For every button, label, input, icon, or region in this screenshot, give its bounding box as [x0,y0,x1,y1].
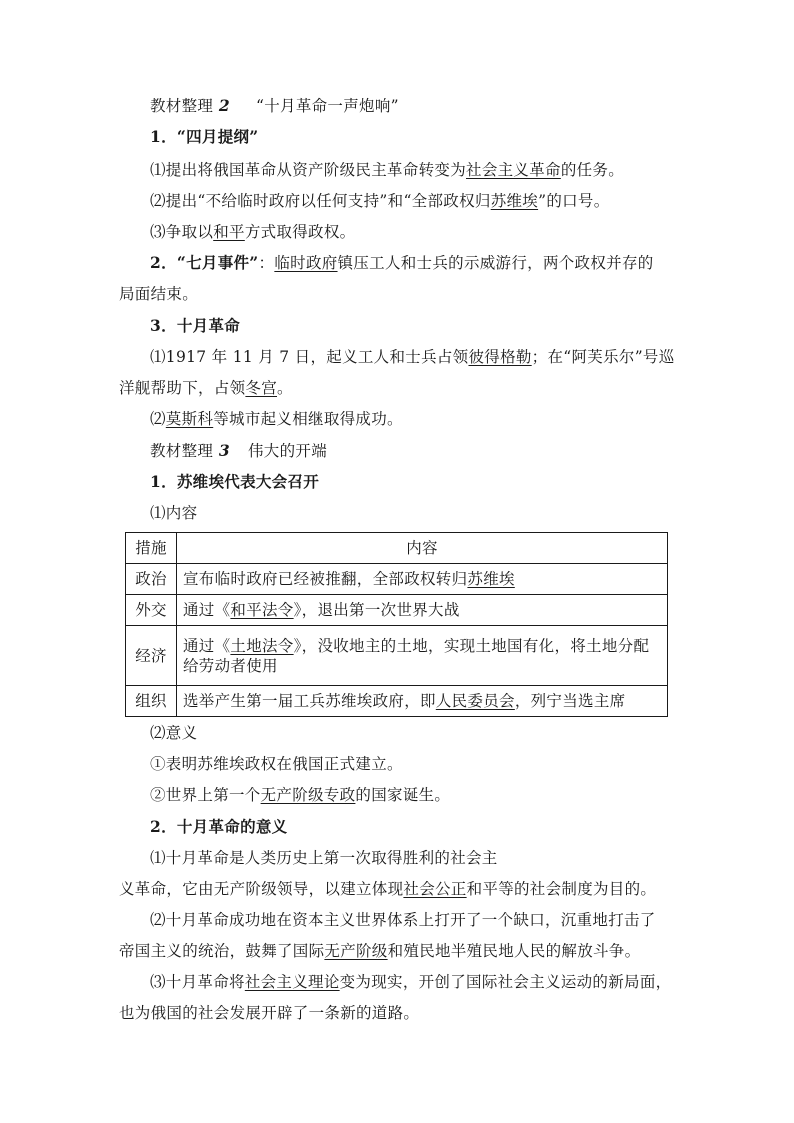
table-row [126,564,668,595]
april-theses-point-3 [150,222,355,242]
answer-blank: 社会主义革命 [466,161,561,179]
table-row [126,686,668,717]
meaning-point-3-line-1 [150,972,671,992]
text: ⑶争取以 [150,223,214,241]
table-row-key: 政治 [126,564,177,595]
table-row-key: 组织 [126,686,177,717]
answer-blank: 社会主义理论 [244,973,340,991]
text: 方式取得政权。 [244,223,356,241]
table-header-cell: 内容 [177,533,668,564]
significance-point-1: ①表明苏维埃政权在俄国正式建立。 [150,755,403,773]
text: 等城市起义相继取得成功。 [213,410,403,428]
text: ⑶十月革命将 [150,973,245,991]
april-theses-heading: 1．“四月提纲” [150,127,259,146]
text: 宣布临时政府已经被推翻，全部政权转归 [183,570,468,588]
text: 的任务。 [560,161,625,179]
july-days-line-1 [150,253,654,273]
text: ： [258,254,275,272]
answer-blank: 彼得格勒 [468,348,532,366]
table-header-cell: 措施 [126,533,177,564]
text: 和殖民地半殖民地人民的解放斗争。 [387,942,641,960]
text: 义革命，它由无产阶级领导，以建立体现 [119,880,404,898]
text: ”的口号。 [538,192,610,210]
text: ，列宁当选主席 [514,692,626,710]
answer-blank: 临时政府 [274,254,338,272]
section-title: “十月革命一声炮响” [256,97,399,115]
answer-blank: 无产阶级专政 [260,786,356,804]
april-theses-point-1 [150,160,624,180]
meaning-point-2-line-2 [119,941,640,961]
text: 的国家诞生。 [355,786,451,804]
text: 洋舰帮助下，占领 [119,379,246,397]
text: 和平等的社会制度为目的。 [466,880,657,898]
table-row [126,626,668,686]
significance-point-2 [150,785,450,805]
answer-blank: 莫斯科 [165,410,214,428]
text: 。 [277,379,293,397]
meaning-point-2-line-1: ⑵十月革命成功地在资本主义世界体系上打开了一个缺口，沉重地打击了 [150,911,656,929]
soviet-congress-heading: 1．苏维埃代表大会召开 [150,472,320,491]
answer-blank: 无产阶级 [324,942,388,960]
text: 通过《 [183,601,231,619]
october-significance-heading: 2．十月革命的意义 [150,817,288,836]
section-title: 伟大的开端 [248,442,328,460]
section-3-heading [150,441,327,461]
meaning-point-3-line-2: 也为俄国的社会发展开辟了一条新的道路。 [119,1004,420,1022]
october-point-1-line-2 [119,378,293,398]
october-point-2 [150,409,403,429]
section-2-heading [150,96,399,116]
text: ⑴提出将俄国革命从资产阶级民主革命转变为 [150,161,467,179]
text: 给劳动者使用 [183,656,278,675]
table-row [126,595,668,626]
answer-blank: 苏维埃 [467,570,515,588]
section-number: 2 [218,96,230,115]
text: ⑵提出“不给临时政府以任何支持”和“全部政权归 [150,192,491,210]
text: 选举产生第一届工兵苏维埃政府，即 [183,692,436,710]
significance-subheading: ⑵意义 [150,724,198,742]
answer-blank: 苏维埃 [490,192,539,210]
text: 帝国主义的统治，鼓舞了国际 [119,942,325,960]
answer-blank: 土地法令 [230,636,294,655]
text: ②世界上第一个 [150,786,261,804]
july-days-line-2: 局面结束。 [119,285,199,303]
answer-blank: 人民委员会 [435,692,515,710]
text: 通过《 [183,636,231,655]
section-prefix: 教材整理 [150,442,214,460]
text: ⑵ [150,410,166,428]
table-row-value [177,595,668,626]
text: 变为现实，开创了国际社会主义运动的新局面， [339,973,672,991]
table-row-key: 经济 [126,626,177,686]
table-row-value [177,626,668,686]
table-row-key: 外交 [126,595,177,626]
october-point-1-line-1 [150,347,675,367]
october-revolution-heading: 3．十月革命 [150,316,241,335]
july-days-heading: 2．“七月事件” [150,253,259,272]
meaning-point-1-line-1: ⑴十月革命是人类历史上第一次取得胜利的社会主 [150,849,498,867]
content-subheading: ⑴内容 [150,504,198,522]
table-header-row [126,533,668,564]
text: ；在“阿芙乐尔”号巡 [531,348,675,366]
table-row-value [177,564,668,595]
section-number: 3 [218,441,230,460]
text: 镇压工人和士兵的示威游行，两个政权并存的 [337,254,654,272]
section-prefix: 教材整理 [150,97,214,115]
meaning-point-1-line-2 [119,879,656,899]
text: 》，没收地主的土地，实现土地国有化，将土地分配 [293,636,650,655]
measures-table [125,532,668,717]
text: ⑴1917 年 11 月 7 日，起义工人和士兵占领 [150,348,469,366]
text: 》，退出第一次世界大战 [293,601,460,619]
april-theses-point-2 [150,191,610,211]
answer-blank: 和平 [213,223,245,241]
answer-blank: 社会公正 [403,880,467,898]
table-row-value [177,686,668,717]
answer-blank: 冬宫 [245,379,278,397]
answer-blank: 和平法令 [230,601,294,619]
